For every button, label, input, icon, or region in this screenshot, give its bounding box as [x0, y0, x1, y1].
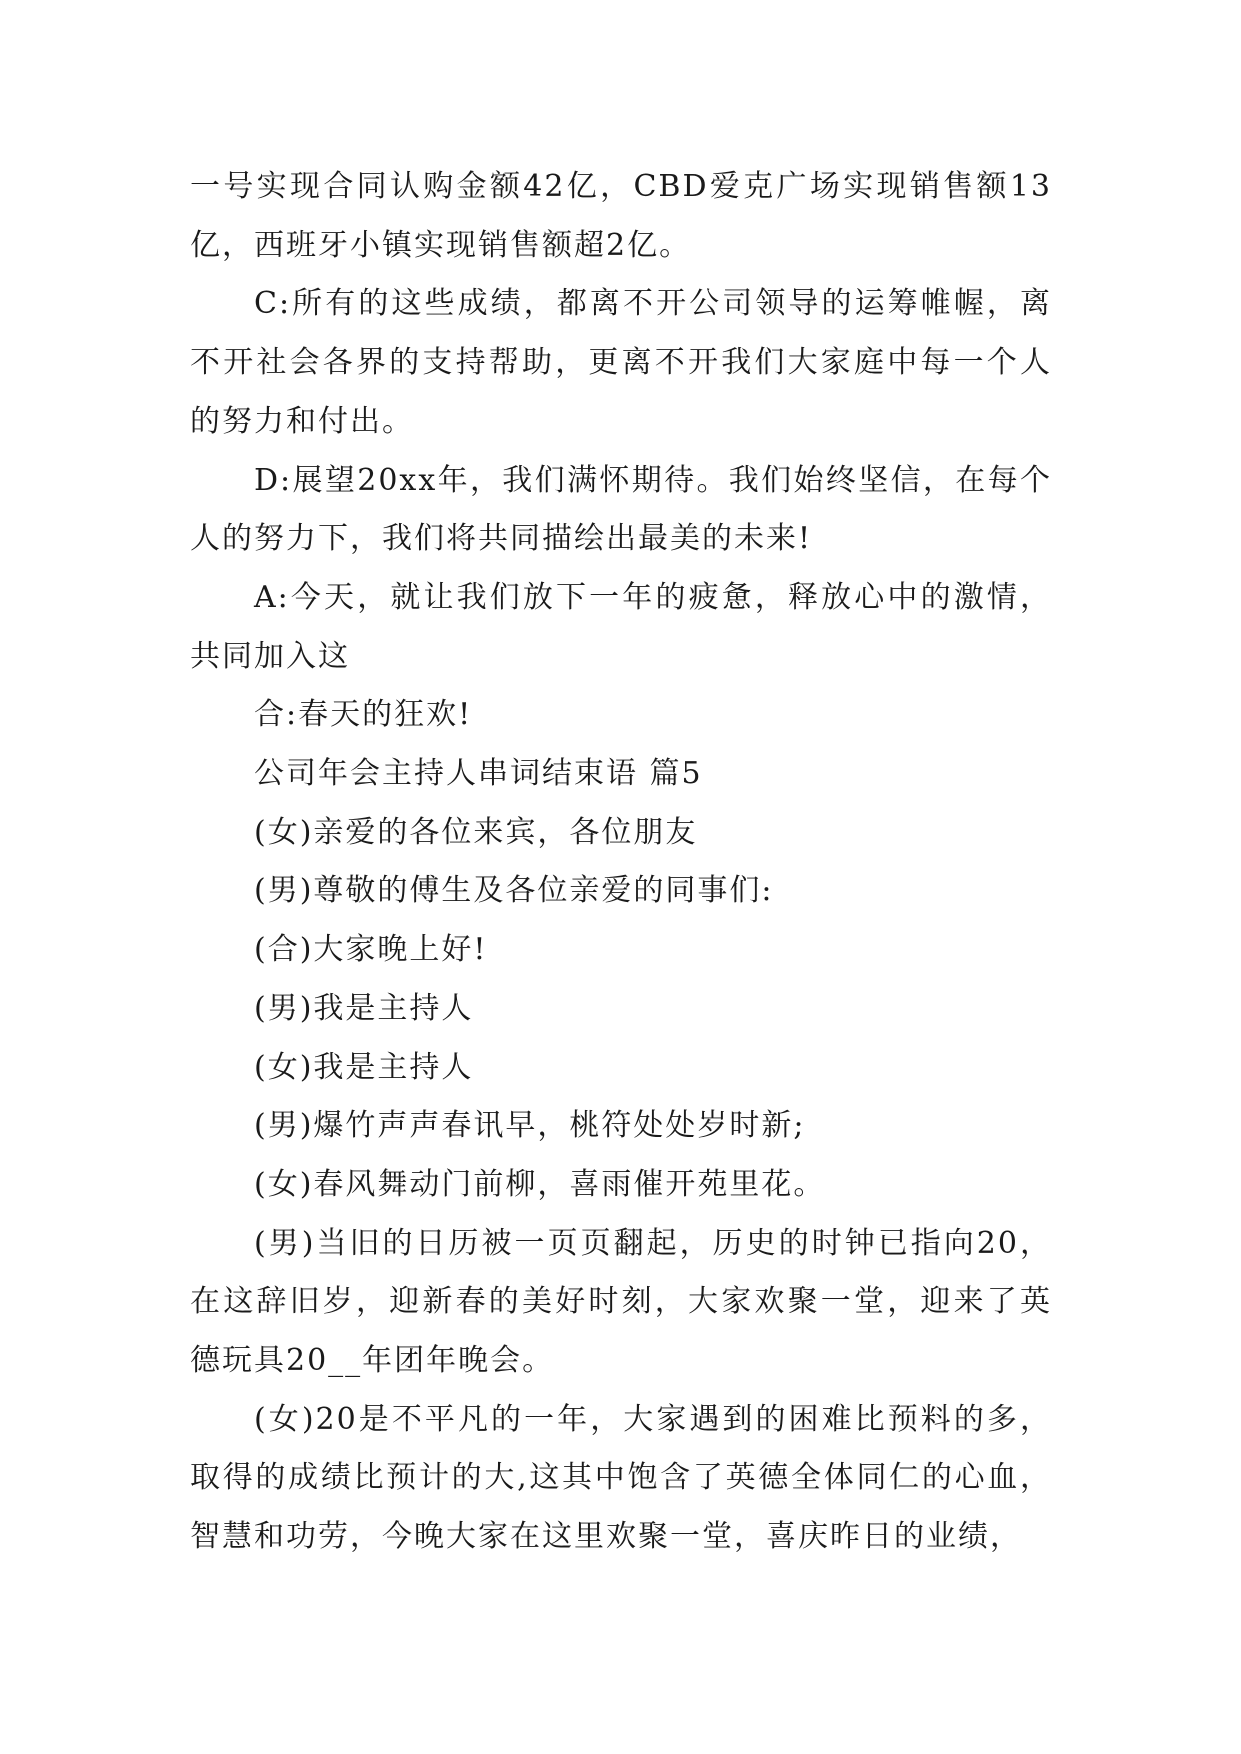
- paragraph-13: (女)春风舞动门前柳，喜雨催开苑里花。: [254, 1166, 826, 1202]
- paragraph-3: D:展望20xx年，我们满怀期待。我们始终坚信，在每个人的努力下，我们将共同描绘出最美的未来!: [190, 462, 1052, 557]
- paragraph-8: (男)尊敬的傅生及各位亲爱的同事们:: [254, 873, 774, 909]
- section-heading: 公司年会主持人串词结束语 篇5: [254, 756, 703, 792]
- paragraph-14: (男)当旧的日历被一页页翻起，历史的时钟已指向20，在这辞旧岁，迎新春的美好时刻，大家欢聚一堂，迎来了英德玩具20__年团年晚会。: [190, 1225, 1052, 1379]
- paragraph-2: C:所有的这些成绩，都离不开公司领导的运筹帷幄，离不开社会各界的支持帮助，更离不开我们大家庭中每一个人的努力和付出。: [190, 286, 1052, 439]
- paragraph-1: 一号实现合同认购金额42亿，CBD爱克广场实现销售额13亿，西班牙小镇实现销售额超2亿。: [190, 169, 1052, 263]
- paragraph-15: (女)20是不平凡的一年，大家遇到的困难比预料的多，取得的成绩比预计的大,这其中饱含了英德全体同仁的心血，智慧和功劳，今晚大家在这里欢聚一堂，喜庆昨日的业绩，: [190, 1401, 1052, 1555]
- paragraph-12: (男)爆竹声声春讯早，桃符处处岁时新;: [254, 1108, 806, 1144]
- paragraph-4: A:今天，就让我们放下一年的疲惫，释放心中的激情，共同加入这: [190, 579, 1052, 674]
- paragraph-9: (合)大家晚上好!: [254, 932, 488, 968]
- paragraph-7: (女)亲爱的各位来宾，各位朋友: [254, 814, 698, 850]
- paragraph-11: (女)我是主持人: [254, 1049, 474, 1085]
- document-body: [190, 158, 1052, 1567]
- paragraph-5: 合:春天的狂欢!: [254, 697, 473, 733]
- paragraph-10: (男)我是主持人: [254, 990, 474, 1026]
